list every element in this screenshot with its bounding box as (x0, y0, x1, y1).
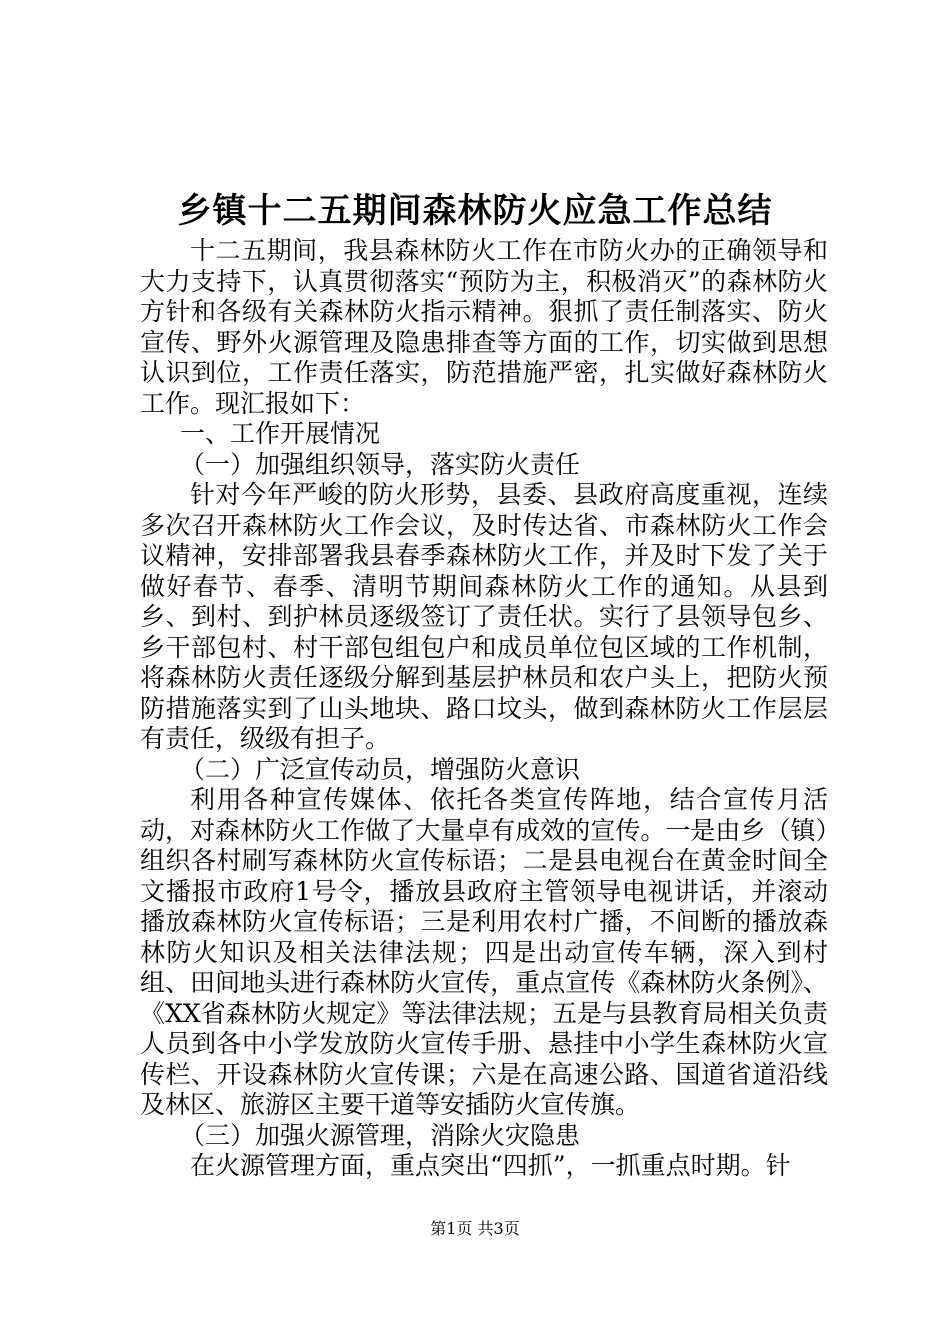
document-title: 乡镇十二五期间森林防火应急工作总结 (177, 191, 773, 231)
subsection-body-3: 在火源管理方面，重点突出“四抓”，一抓重点时期。针 (190, 1151, 791, 1180)
page-indicator: 第1页 共3页 (430, 1219, 520, 1238)
subsection-body-2: 利用各种宣传媒体、依托各类宣传阵地，结合宣传月活动，对森林防火工作做了大量卓有成效的宣传。一是由乡（镇）组织各村刷写森林防火宣传标语；二是县电视台在黄金时间全文播报市政府1号令，播放县政府主管领导电视讲话，并滚动播放森林防火宣传标语；三是利用农村广播，不间断的播放森林防火知识及相关法律法规；四是出动宣传车辆，深入到村组、田间地头进行森林防火宣传，重点宣传《森林防火条例》、《XX省森林防火规定》等法律法规；五是与县教育局相关负责人员到各中小学发放防火宣传手册、悬挂中小学生森林防火宣传栏、开设森林防火宣传课；六是在高速公路、国道省道沿线及林区、旅游区主要干道等安插防火宣传旗。 (140, 785, 828, 1119)
subsection-heading-2: （二）广泛宣传动员，增强防火意识 (180, 754, 581, 784)
section-heading-1: 一、工作开展情况 (180, 419, 381, 448)
subsection-heading-1: （一）加强组织领导，落实防火责任 (180, 449, 581, 479)
document-body (140, 236, 828, 1182)
subsection-heading-3: （三）加强火源管理，消除火灾隐患 (180, 1120, 581, 1150)
subsection-body-1: 针对今年严峻的防火形势，县委、县政府高度重视，连续多次召开森林防火工作会议，及时传达省、市森林防火工作会议精神，安排部署我县春季森林防火工作，并及时下发了关于做好春节、春季、清明节期间森林防火工作的通知。从县到乡、到村、到护林员逐级签订了责任状。实行了县领导包乡、乡干部包村、村干部包组包户和成员单位包区域的工作机制，将森林防火责任逐级分解到基层护林员和农户头上，把防火预防措施落实到了山头地块、路口坟头，做到森林防火工作层层有责任，级级有担子。 (140, 480, 828, 753)
intro-paragraph: 十二五期间，我县森林防火工作在市防火办的正确领导和大力支持下，认真贯彻落实“预防为主，积极消灭”的森林防火方针和各级有关森林防火指示精神。狠抓了责任制落实、防火宣传、野外火源管理及隐患排查等方面的工作，切实做到思想认识到位，工作责任落实，防范措施严密，扎实做好森林防火工作。现汇报如下： (140, 236, 828, 418)
